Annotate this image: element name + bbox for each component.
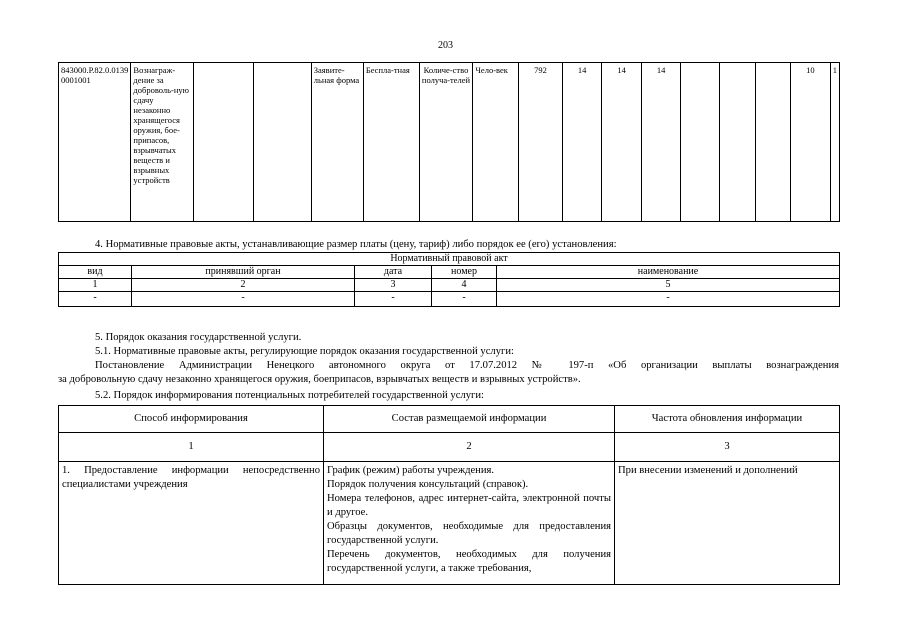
section-5-title: 5. Порядок оказания государственной услуги.: [95, 332, 302, 343]
info-contents: [324, 462, 615, 585]
col-header: номер: [432, 266, 497, 279]
acts-group-header: Нормативный правовой акт: [59, 253, 840, 266]
section-5-1-text-line2: за добровольную сдачу незаконно хранящегося оружия, боеприпасов, взрывчатых веществ и взрывных устройств».: [58, 374, 581, 385]
page-number: 203: [438, 40, 453, 51]
service-payment: Беспла-тная: [363, 63, 419, 222]
col-header: вид: [59, 266, 132, 279]
cell: -: [355, 292, 432, 307]
value-3: 14: [641, 63, 681, 222]
info-content-item: Номера телефонов, адрес интернет-сайта, электронной почты и другое.: [327, 493, 611, 518]
section-5-1-title: 5.1. Нормативные правовые акты, регулирующие порядок оказания государственной услуги:: [95, 346, 514, 357]
information-table: [58, 405, 840, 585]
section-4-title: 4. Нормативные правовые акты, устанавливающие размер платы (цену, тариф) либо порядок ее (его) установления:: [95, 239, 617, 250]
deviation-percent: 10: [791, 63, 831, 222]
info-content-item: Перечень документов, необходимых для получения государственной услуги, а также требования,: [327, 549, 611, 574]
col-number: 3: [615, 433, 840, 462]
col-header: принявший орган: [132, 266, 355, 279]
info-content-item: Образцы документов, необходимые для предоставления государственной услуги.: [327, 521, 611, 546]
cell: -: [59, 292, 132, 307]
section-5-2-title: 5.2. Порядок информирования потенциальных потребителей государственной услуги:: [95, 390, 484, 401]
col-header: Частота обновления информации: [615, 406, 840, 433]
table-row: [59, 462, 840, 585]
value-1: 14: [562, 63, 602, 222]
indicator-name: Количе-ство получа-телей: [419, 63, 473, 222]
col-number: 2: [324, 433, 615, 462]
cell: -: [432, 292, 497, 307]
col-header: Состав размещаемой информации: [324, 406, 615, 433]
info-content-item: Порядок получения консультаций (справок).: [327, 479, 529, 490]
cell: -: [132, 292, 355, 307]
col-number: 2: [132, 279, 355, 292]
section-5-1-text-line1: Постановление Администрации Ненецкого автономного округа от 17.07.2012 № 197-п «Об организации выплаты вознаграждения: [95, 360, 839, 371]
col-number: 1: [59, 433, 324, 462]
service-form: Заявите-льная форма: [311, 63, 363, 222]
col-number: 3: [355, 279, 432, 292]
col-number: 5: [497, 279, 840, 292]
table-row: [59, 63, 840, 222]
service-indicator-table: [58, 62, 840, 222]
col-header: наименование: [497, 266, 840, 279]
legal-acts-table: [58, 252, 840, 307]
table-row: [59, 292, 840, 307]
info-method: 1. Предоставление информации непосредственно специалистами учреждения: [59, 462, 324, 585]
info-frequency: При внесении изменений и дополнений: [615, 462, 840, 585]
col-header: дата: [355, 266, 432, 279]
col-number: 4: [432, 279, 497, 292]
service-name: Вознаграж-дение за доброволь-ную сдачу незаконно хранящегося оружия, бое-припасов, взрывчатых веществ и взрывных устройств: [131, 63, 193, 222]
service-code: 843000.Р.82.0.0139 0001001: [59, 63, 131, 222]
indicator-unit: Чело-век: [473, 63, 519, 222]
value-2: 14: [602, 63, 642, 222]
col-number: 1: [59, 279, 132, 292]
deviation-absolute: 1: [830, 63, 839, 222]
okei-code: 792: [519, 63, 563, 222]
info-content-item: График (режим) работы учреждения.: [327, 465, 495, 476]
col-header: Способ информирования: [59, 406, 324, 433]
cell: -: [497, 292, 840, 307]
